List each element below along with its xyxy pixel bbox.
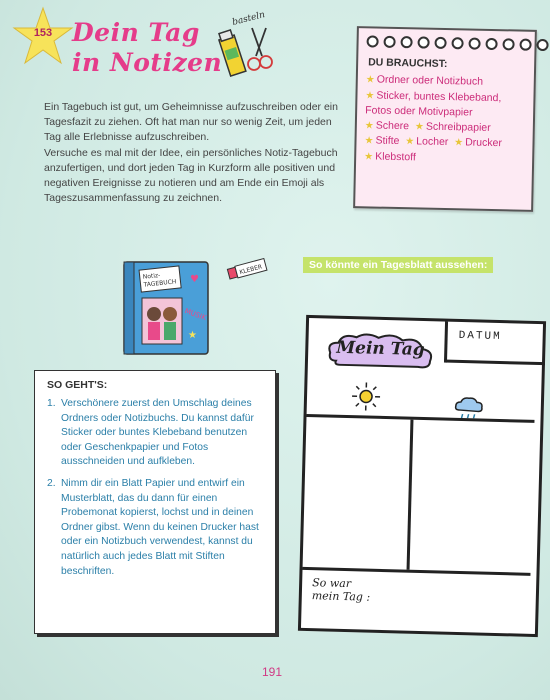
- rain-cloud-icon: [452, 396, 485, 421]
- svg-text:KLEBER: KLEBER: [238, 263, 263, 277]
- page-title: [72, 18, 222, 78]
- material-item: Schreibpapier: [425, 120, 491, 134]
- star-bullet-icon: ★: [365, 89, 375, 102]
- divider-vertical: [407, 420, 414, 570]
- example-label: So könnte ein Tagesblatt aussehen:: [303, 257, 493, 273]
- ring-icon: [451, 37, 463, 49]
- star-bullet-icon: ★: [405, 136, 415, 148]
- divider-horizontal: [303, 567, 531, 576]
- star-bullet-icon: ★: [364, 120, 374, 132]
- step-number: 1.: [47, 398, 56, 409]
- step-text: Nimm dir ein Blatt Papier und entwirf ein Musterblatt, das du dann für einen Probemonat kopierst, lochst und in deinen Ordner gibst. Wenn du keinen Drucker hast oder ein Notizbuch verwendest, kannst du natürlich auch jedes Blatt mit Stiften beschriften.: [61, 477, 259, 577]
- materials-heading: DU BRAUCHST:: [368, 56, 448, 71]
- material-item: Sticker, buntes Klebeband, Fotos oder Motivpapier: [365, 89, 502, 119]
- date-label: DATUM: [458, 329, 502, 344]
- activity-number: 153: [33, 27, 53, 39]
- craft-tools-illustration: [212, 10, 276, 82]
- step-text: Verschönere zuerst den Umschlag deines Ordners oder Notizbuchs. Du kannst dafür Sticker oder buntes Klebeband benutzen oder Geschenkpapier und Fotos ausschneiden und aufkleben.: [61, 398, 254, 468]
- material-item: Locher: [416, 135, 449, 149]
- intro-text: [44, 100, 344, 206]
- ring-icon: [536, 39, 548, 51]
- materials-note: [353, 26, 537, 212]
- instruction-step: [47, 397, 267, 470]
- summary-label: [312, 576, 371, 604]
- page-number: 191: [262, 665, 283, 679]
- ring-icon: [468, 37, 480, 49]
- material-item: Stifte: [375, 134, 400, 148]
- star-bullet-icon: ★: [365, 74, 375, 86]
- svg-text:★: ★: [188, 330, 197, 341]
- svg-text:♥: ♥: [190, 274, 199, 285]
- sun-icon: [351, 381, 382, 412]
- spiral-binding: [366, 35, 550, 51]
- ring-icon: [502, 38, 514, 50]
- title-line-1: Dein Tag: [72, 18, 200, 47]
- date-box: [444, 322, 546, 366]
- summary-line-2: mein Tag :: [311, 589, 371, 604]
- star-bullet-icon: ★: [454, 137, 464, 149]
- svg-text:MUSIK: MUSIK: [183, 306, 208, 323]
- summary-line-1: So war: [312, 576, 352, 591]
- material-item: Schere: [375, 119, 410, 133]
- instruction-steps: [47, 397, 267, 586]
- ring-icon: [417, 36, 429, 48]
- basteln-label: basteln: [231, 10, 267, 28]
- svg-text:TAGEBUCH: TAGEBUCH: [143, 278, 177, 289]
- instructions-heading: SO GEHT'S:: [47, 379, 108, 391]
- ring-icon: [366, 35, 378, 47]
- sheet-title: Mein Tag: [336, 337, 425, 361]
- intro-paragraph-2: Versuche es mal mit der Idee, ein persönliches Notiz-Tagebuch anzufertigen, und dort jeden Tag in Kurzform alle positiven und negativen Ereignisse zu notieren und am Ende ein Emoji als Tageszusammenfassung zu zeichnen.: [44, 146, 338, 205]
- decorated-binder-illustration: [118, 258, 214, 358]
- material-item: Klebstoff: [375, 150, 416, 164]
- title-line-2: in Notizen: [72, 48, 223, 77]
- glue-stick-icon: [226, 258, 270, 280]
- intro-paragraph-1: Ein Tagebuch ist gut, um Geheimnisse aufzuschreiben oder ein Tagesfazit zu ziehen. Oft hat man nur so wenig Zeit, um jeden Tag alle Erlebnisse aufzuschreiben.: [44, 101, 338, 144]
- ring-icon: [434, 37, 446, 49]
- materials-row: [365, 88, 528, 122]
- instruction-step: [47, 477, 267, 579]
- daily-sheet-example: [298, 315, 546, 637]
- materials-list: [364, 72, 528, 168]
- star-bullet-icon: ★: [414, 121, 425, 133]
- material-item: Ordner oder Notizbuch: [376, 73, 484, 88]
- star-bullet-icon: ★: [364, 135, 374, 147]
- svg-text:Notiz-: Notiz-: [142, 271, 161, 281]
- star-bullet-icon: ★: [364, 151, 374, 163]
- material-item: Drucker: [465, 136, 503, 150]
- ring-icon: [519, 39, 531, 51]
- instructions-box: [34, 370, 276, 634]
- divider-horizontal: [307, 414, 535, 423]
- ring-icon: [400, 36, 412, 48]
- ring-icon: [485, 38, 497, 50]
- step-number: 2.: [47, 477, 56, 489]
- ring-icon: [383, 36, 395, 48]
- materials-row: [364, 149, 526, 168]
